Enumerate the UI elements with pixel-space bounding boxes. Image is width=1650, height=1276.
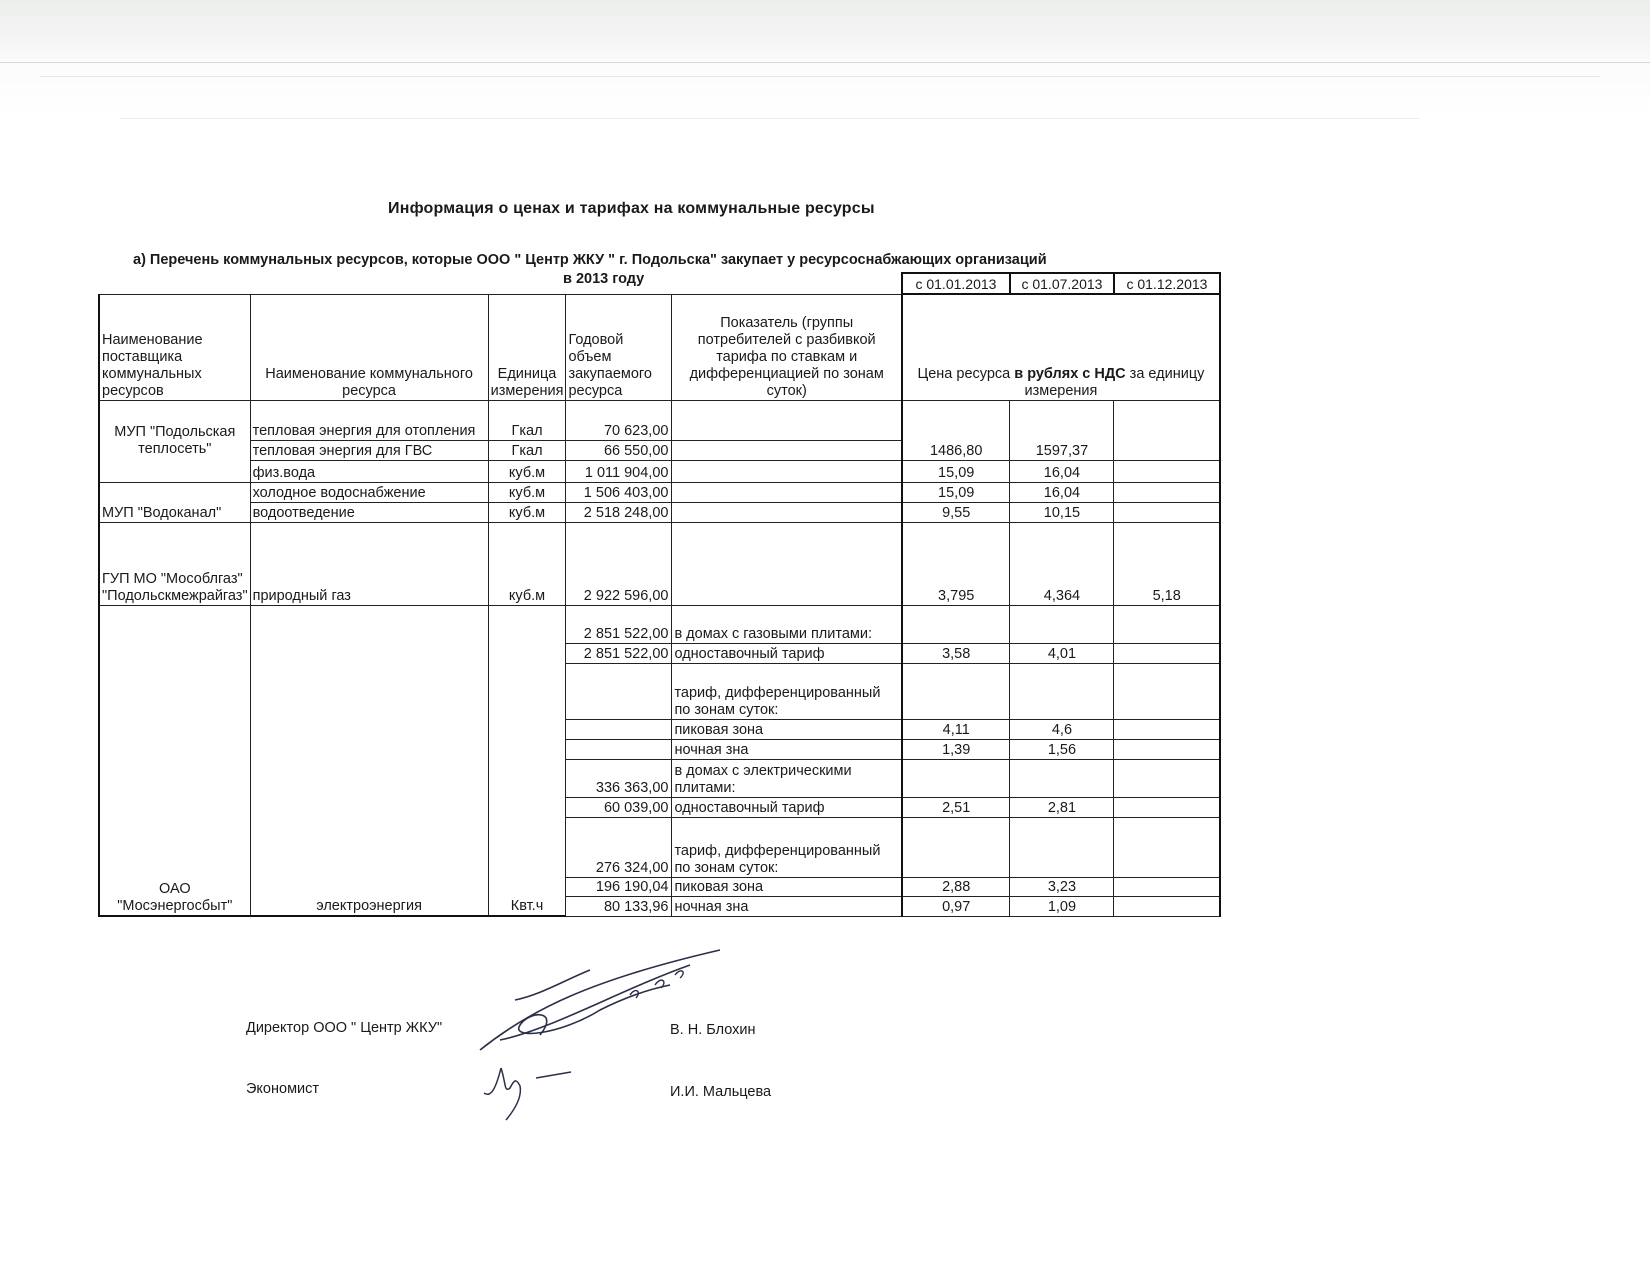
date-header-2: с 01.07.2013 (1010, 273, 1114, 294)
volume-cell: 1 506 403,00 (566, 482, 672, 502)
price-cell: 4,01 (1010, 643, 1114, 663)
document-subtitle-year: в 2013 году (563, 271, 645, 287)
supplier-gaz: ГУП МО "Мособлгаз" "Подольскмежрайгаз" (99, 522, 250, 605)
price-cell (1114, 502, 1220, 522)
indicator-cell: в домах с газовыми плитами: (672, 605, 902, 643)
resource-cell: природный газ (250, 522, 488, 605)
price-cell: 3,23 (1010, 877, 1114, 896)
price-cell: 4,364 (1010, 522, 1114, 605)
volume-cell (566, 739, 672, 759)
header-volume: Годовой объем закупаемого ресурса (566, 294, 672, 400)
volume-cell: 2 518 248,00 (566, 502, 672, 522)
document-title: Информация о ценах и тарифах на коммунальные ресурсы (388, 200, 875, 217)
resource-cell: водоотведение (250, 502, 488, 522)
price-cell (902, 817, 1010, 877)
indicator-cell: тариф, дифференцированный по зонам суток: (672, 663, 902, 719)
indicator-cell: пиковая зона (672, 719, 902, 739)
unit-cell: куб.м (488, 522, 566, 605)
table-row (99, 460, 1220, 482)
indicator-cell: тариф, дифференцированный по зонам суток: (672, 817, 902, 877)
price-cell (1114, 797, 1220, 817)
price-cell: 1,09 (1010, 896, 1114, 916)
document-subtitle: а) Перечень коммунальных ресурсов, которые ООО " Центр ЖКУ " г. Подольска" закупает у ресурсоснабжающих организаций (133, 252, 1047, 268)
header-price-bold: в рублях с НДС (1014, 365, 1126, 382)
table-row (99, 482, 1220, 502)
price-cell: 1,39 (902, 739, 1010, 759)
director-name: В. Н. Блохин (670, 1022, 756, 1038)
price-cell (1114, 460, 1220, 482)
price-cell: 3,58 (902, 643, 1010, 663)
price-cell (1114, 482, 1220, 502)
price-cell (902, 605, 1010, 643)
price-cell: 9,55 (902, 502, 1010, 522)
indicator-cell: ночная зна (672, 896, 902, 916)
price-cell: 15,09 (902, 482, 1010, 502)
economist-title: Экономист (246, 1081, 320, 1097)
resource-cell: тепловая энергия для ГВС (250, 440, 488, 460)
resource-cell: электроэнергия (250, 605, 488, 916)
scan-artifact-line (40, 76, 1600, 77)
date-row (99, 273, 1220, 294)
date-header-1: с 01.01.2013 (902, 273, 1010, 294)
volume-cell: 2 851 522,00 (566, 643, 672, 663)
price-cell (902, 759, 1010, 797)
indicator-cell (672, 502, 902, 522)
resource-cell: физ.вода (250, 460, 488, 482)
header-unit: Единица измерения (488, 294, 566, 400)
indicator-cell: одноставочный тариф (672, 797, 902, 817)
economist-name: И.И. Мальцева (670, 1084, 772, 1100)
header-price-suffix: за единицу измерения (1024, 365, 1205, 399)
indicator-cell: одноставочный тариф (672, 643, 902, 663)
price-cell (1114, 719, 1220, 739)
price-cell (1114, 896, 1220, 916)
tariff-table (98, 272, 1221, 917)
header-indicator: Показатель (группы потребителей с разбивкой тарифа по ставкам и дифференциацией по зонам суток) (672, 294, 902, 400)
header-price (902, 294, 1220, 400)
unit-cell: Гкал (488, 440, 566, 460)
table-row (99, 605, 1220, 643)
resource-cell: тепловая энергия для отопления (250, 400, 488, 440)
director-title: Директор ООО " Центр ЖКУ" (246, 1020, 443, 1036)
price-cell: 2,51 (902, 797, 1010, 817)
volume-cell: 2 922 596,00 (566, 522, 672, 605)
price-cell (902, 663, 1010, 719)
indicator-cell: пиковая зона (672, 877, 902, 896)
volume-cell (566, 719, 672, 739)
header-price-prefix: Цена ресурса (917, 365, 1015, 382)
price-cell: 16,04 (1010, 482, 1114, 502)
header-row (99, 294, 1220, 400)
unit-cell: Квт.ч (488, 605, 566, 916)
price-cell (1114, 877, 1220, 896)
price-cell: 2,81 (1010, 797, 1114, 817)
unit-cell: куб.м (488, 502, 566, 522)
header-resource: Наименование коммунального ресурса (250, 294, 488, 400)
price-cell (1114, 605, 1220, 643)
volume-cell: 1 011 904,00 (566, 460, 672, 482)
indicator-cell (672, 440, 902, 460)
price-cell: 1597,37 (1010, 400, 1114, 460)
indicator-cell (672, 400, 902, 440)
unit-cell: куб.м (488, 460, 566, 482)
price-cell: 1,56 (1010, 739, 1114, 759)
supplier-energo: ОАО "Мосэнергосбыт" (99, 605, 250, 916)
economist-signature (476, 1058, 586, 1128)
volume-cell: 80 133,96 (566, 896, 672, 916)
price-cell (1114, 400, 1220, 460)
volume-cell: 336 363,00 (566, 759, 672, 797)
table-row (99, 400, 1220, 440)
price-cell: 16,04 (1010, 460, 1114, 482)
volume-cell: 70 623,00 (566, 400, 672, 440)
price-cell: 0,97 (902, 896, 1010, 916)
volume-cell (566, 663, 672, 719)
price-cell (1010, 663, 1114, 719)
price-cell (1010, 605, 1114, 643)
volume-cell: 276 324,00 (566, 817, 672, 877)
indicator-cell (672, 522, 902, 605)
price-cell: 5,18 (1114, 522, 1220, 605)
supplier-teploset: МУП "Подольская теплосеть" (99, 400, 250, 482)
price-cell: 15,09 (902, 460, 1010, 482)
volume-cell: 2 851 522,00 (566, 605, 672, 643)
price-cell (1114, 759, 1220, 797)
date-header-3: с 01.12.2013 (1114, 273, 1220, 294)
header-supplier: Наименование поставщика коммунальных ресурсов (99, 294, 250, 400)
indicator-cell (672, 460, 902, 482)
indicator-cell (672, 482, 902, 502)
price-cell: 4,11 (902, 719, 1010, 739)
scan-artifact-line (120, 118, 1420, 119)
price-cell (1114, 739, 1220, 759)
price-cell: 10,15 (1010, 502, 1114, 522)
price-cell (1114, 643, 1220, 663)
unit-cell: куб.м (488, 482, 566, 502)
table-row (99, 502, 1220, 522)
price-cell: 4,6 (1010, 719, 1114, 739)
supplier-vodokanal: МУП "Водоканал" (99, 482, 250, 522)
price-cell (1114, 817, 1220, 877)
resource-cell: холодное водоснабжение (250, 482, 488, 502)
price-cell (1010, 759, 1114, 797)
price-cell (1010, 817, 1114, 877)
volume-cell: 66 550,00 (566, 440, 672, 460)
table-row (99, 522, 1220, 605)
price-cell (1114, 663, 1220, 719)
unit-cell: Гкал (488, 400, 566, 440)
indicator-cell: ночная зна (672, 739, 902, 759)
volume-cell: 60 039,00 (566, 797, 672, 817)
price-cell: 1486,80 (902, 400, 1010, 460)
indicator-cell: в домах с электрическими плитами: (672, 759, 902, 797)
price-cell: 2,88 (902, 877, 1010, 896)
scan-artifact-line (0, 62, 1650, 63)
price-cell: 3,795 (902, 522, 1010, 605)
volume-cell: 196 190,04 (566, 877, 672, 896)
